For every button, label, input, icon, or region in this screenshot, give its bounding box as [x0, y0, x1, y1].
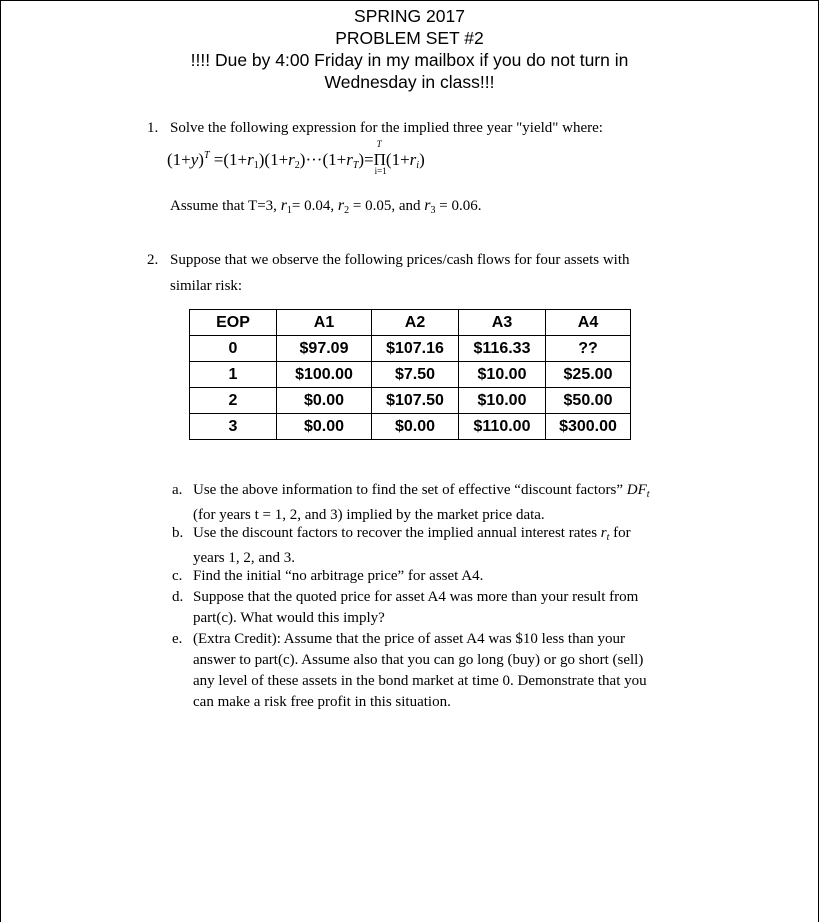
table-cell: $0.00 [277, 414, 372, 440]
part-b-label: b. [172, 525, 184, 541]
table-cell: 1 [190, 362, 277, 388]
column-header: A1 [277, 310, 372, 336]
table-cell: $110.00 [459, 414, 546, 440]
question-2-text-line2: similar risk: [170, 278, 243, 294]
part-c-label: c. [172, 568, 183, 584]
question-1-text: Solve the following expression for the implied three year "yield" where: [170, 120, 603, 136]
table-row [190, 336, 631, 362]
part-e-line3: any level of these assets in the bond market at time 0. Demonstrate that you [193, 673, 647, 689]
table-cell: $116.33 [459, 336, 546, 362]
table-header-row [190, 310, 631, 336]
part-c [172, 566, 702, 587]
part-b-line1: Use the discount factors to recover the implied annual interest rates [193, 525, 598, 541]
table-cell: $100.00 [277, 362, 372, 388]
table-cell: $7.50 [372, 362, 459, 388]
table-row [190, 388, 631, 414]
question-1-number: 1. [147, 120, 159, 136]
question-1-assumption: Assume that T=3, $r_1= 0.04$, $r_2 = 0.05$, and $r_3 = 0.06$. [170, 197, 482, 216]
part-e [172, 629, 702, 713]
table-cell: 3 [190, 414, 277, 440]
part-a: a. Use the above information to find the set of effective “discount factors” $DF_t$ (for years t = 1, 2, and 3) implied by the market price data. [172, 480, 702, 522]
table-cell: $107.50 [372, 388, 459, 414]
part-d-line1: Suppose that the quoted price for asset A4 was more than your result from [193, 589, 639, 605]
table-cell: 0 [190, 336, 277, 362]
table-cell: $0.00 [277, 388, 372, 414]
part-b: b. Use the discount factors to recover the implied annual interest rates $r_t$ for years 1, 2, and 3. [172, 523, 702, 565]
part-e-line2: answer to part(c). Assume also that you can go long (buy) or go short (sell) [193, 652, 644, 668]
part-a-line1: Use the above information to find the set of effective “discount factors” [193, 482, 623, 498]
table-cell: $50.00 [546, 388, 631, 414]
column-header: A3 [459, 310, 546, 336]
column-header: A2 [372, 310, 459, 336]
part-d-line2: part(c). What would this imply? [193, 610, 385, 626]
table-cell: 2 [190, 388, 277, 414]
part-e-line4: can make a risk free profit in this situation. [193, 694, 451, 710]
table-cell: ?? [546, 336, 631, 362]
table-cell: $0.00 [372, 414, 459, 440]
yield-equation: $(1+y)^T =(1+r_1)(1+r_2)\cdot\cdot\cdot(1+r_T)=$ T Π i=1 $(1+r_i)$ [167, 139, 425, 176]
table-cell: $10.00 [459, 362, 546, 388]
part-e-line1: (Extra Credit): Assume that the price of asset A4 was $10 less than your [193, 631, 625, 647]
part-a-line2: (for years t = 1, 2, and 3) implied by the market price data. [193, 507, 545, 523]
table-cell: $97.09 [277, 336, 372, 362]
part-c-line1: Find the initial “no arbitrage price” for asset A4. [193, 568, 484, 584]
question-2-text-line1: Suppose that we observe the following prices/cash flows for four assets with [170, 252, 630, 268]
part-a-label: a. [172, 482, 183, 498]
table-cell: $107.16 [372, 336, 459, 362]
part-d [172, 587, 702, 629]
part-e-label: e. [172, 631, 183, 647]
due-notice-line1: !!!! Due by 4:00 Friday in my mailbox if you do not turn in [190, 50, 629, 70]
due-notice-line2: Wednesday in class!!! [324, 72, 495, 92]
table-cell: $300.00 [546, 414, 631, 440]
column-header: EOP [190, 310, 277, 336]
table-row [190, 414, 631, 440]
part-d-label: d. [172, 589, 184, 605]
question-2-number: 2. [147, 252, 159, 268]
problem-set-title: PROBLEM SET #2 [335, 28, 484, 48]
part-b-line2: years 1, 2, and 3. [193, 550, 296, 566]
table-cell: $25.00 [546, 362, 631, 388]
cash-flow-table [189, 309, 631, 440]
semester-title: SPRING 2017 [354, 6, 465, 26]
table-row [190, 362, 631, 388]
table-cell: $10.00 [459, 388, 546, 414]
column-header: A4 [546, 310, 631, 336]
